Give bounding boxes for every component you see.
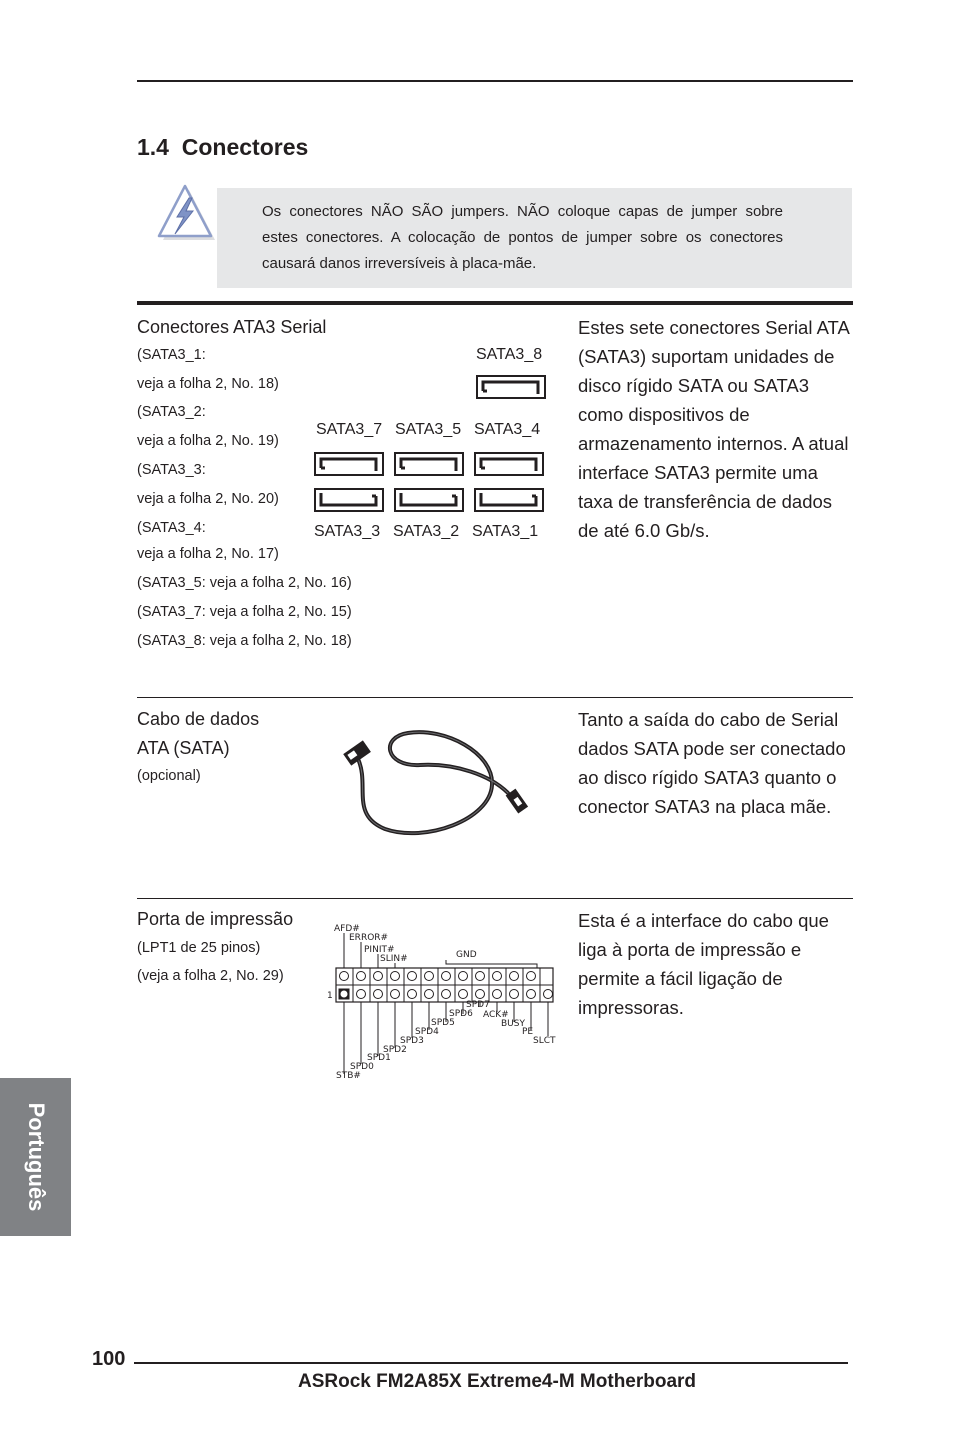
cable-title-1: Cabo de dados bbox=[137, 709, 260, 729]
pin-label-pe: PE bbox=[522, 1027, 534, 1037]
section-divider-cable bbox=[137, 697, 853, 698]
warning-icon bbox=[157, 184, 219, 244]
sata-port-label-2: SATA3_2 bbox=[393, 523, 460, 540]
printer-sub-1: (LPT1 de 25 pinos) bbox=[137, 940, 261, 956]
section-divider-thick bbox=[137, 301, 853, 305]
section-title bbox=[137, 134, 308, 161]
sata-ref-4a: (SATA3_4: bbox=[137, 520, 206, 536]
section-title-text: Conectores bbox=[181, 134, 309, 160]
sata-port-label-5: SATA3_5 bbox=[395, 421, 462, 438]
sata-ref-3a: (SATA3_3: bbox=[137, 462, 206, 478]
sata-ref-8: (SATA3_8: veja a folha 2, No. 18) bbox=[137, 633, 352, 649]
printer-sub-2: (veja a folha 2, No. 29) bbox=[137, 968, 284, 984]
pin-label-gnd: GND bbox=[456, 950, 477, 960]
page-number: 100 bbox=[92, 1348, 126, 1370]
pin-label-slct: SLCT bbox=[533, 1036, 556, 1046]
sata-connector-8 bbox=[476, 375, 546, 399]
sata-connector-5 bbox=[394, 452, 464, 476]
sata-connector-1 bbox=[474, 488, 544, 512]
pin-label-spd1: SPD1 bbox=[367, 1053, 391, 1063]
language-side-tab bbox=[0, 1078, 71, 1236]
pin1-label: 1 bbox=[327, 991, 333, 1001]
pin-label-slin: SLIN# bbox=[380, 954, 408, 964]
sata-title: Conectores ATA3 Serial bbox=[137, 317, 327, 337]
sata-ref-5: (SATA3_5: veja a folha 2, No. 16) bbox=[137, 575, 352, 591]
pin-label-spd4: SPD4 bbox=[415, 1027, 439, 1037]
pin-label-spd3: SPD3 bbox=[400, 1036, 424, 1046]
sata-port-label-3: SATA3_3 bbox=[314, 523, 381, 540]
footer-rule bbox=[134, 1362, 848, 1364]
cable-title-2: ATA (SATA) bbox=[137, 738, 230, 758]
section-number: 1.4 bbox=[137, 134, 169, 160]
printer-description: Esta é a interface do cabo que liga à porta de impressão e permite a fácil ligação de impressoras. bbox=[578, 910, 829, 1018]
sata-ref-1a: (SATA3_1: bbox=[137, 347, 206, 363]
sata-ref-4b: veja a folha 2, No. 17) bbox=[137, 546, 279, 562]
pin-label-spd6: SPD6 bbox=[449, 1009, 473, 1019]
sata-ref-2a: (SATA3_2: bbox=[137, 404, 206, 420]
pin-label-ack: ACK# bbox=[483, 1010, 509, 1020]
pin-label-spd0: SPD0 bbox=[350, 1062, 374, 1072]
cable-description: Tanto a saída do cabo de Serial dados SATA pode ser conectado ao disco rígido SATA3 quanto o conector SATA3 na placa mãe. bbox=[578, 709, 846, 817]
sata-description: Estes sete conectores Serial ATA (SATA3) suportam unidades de disco rígido SATA ou SATA3 como dispositivos de armazenamento internos. A atual interface SATA3 permite uma taxa de transferência de dados de até 6.0 Gb/s. bbox=[578, 317, 849, 541]
pin-label-error: ERROR# bbox=[349, 933, 389, 943]
top-rule bbox=[137, 80, 853, 82]
warning-text: Os conectores NÃO SÃO jumpers. NÃO coloque capas de jumper sobre estes conectores. A colocação de pontos de jumper sobre os conectores causará danos irreversíveis à placa-mãe. bbox=[262, 203, 783, 272]
sata-ref-7: (SATA3_7: veja a folha 2, No. 15) bbox=[137, 604, 352, 620]
sata-cable-image bbox=[330, 725, 540, 845]
pin-label-stb: STB# bbox=[336, 1071, 361, 1081]
section-divider-printer bbox=[137, 898, 853, 899]
pin-label-afd: AFD# bbox=[334, 924, 360, 934]
sata-port-label-1: SATA3_1 bbox=[472, 523, 539, 540]
sata-connector-3 bbox=[314, 488, 384, 512]
sata-connector-2 bbox=[394, 488, 464, 512]
sata-connector-7 bbox=[314, 452, 384, 476]
sata-ref-2b: veja a folha 2, No. 19) bbox=[137, 433, 279, 449]
sata-ref-3b: veja a folha 2, No. 20) bbox=[137, 491, 279, 507]
sata-connector-4 bbox=[474, 452, 544, 476]
printer-title: Porta de impressão bbox=[137, 909, 294, 929]
pin-label-spd5: SPD5 bbox=[431, 1018, 455, 1028]
pin-label-busy: BUSY bbox=[501, 1019, 525, 1029]
footer-title: ASRock FM2A85X Extreme4-M Motherboard bbox=[298, 1371, 697, 1392]
cable-subtitle: (opcional) bbox=[137, 768, 201, 784]
pin-label-spd7: SPD7 bbox=[466, 1000, 490, 1010]
lpt-header-diagram bbox=[322, 918, 562, 1084]
sata-port-label-8: SATA3_8 bbox=[476, 346, 543, 363]
sata-port-label-4: SATA3_4 bbox=[474, 421, 541, 438]
pin-label-pinit: PINIT# bbox=[364, 945, 395, 955]
sata-ref-1b: veja a folha 2, No. 18) bbox=[137, 376, 279, 392]
pin-label-spd2: SPD2 bbox=[383, 1045, 407, 1055]
side-tab-label: Português bbox=[23, 1102, 49, 1212]
sata-port-label-7: SATA3_7 bbox=[316, 421, 383, 438]
